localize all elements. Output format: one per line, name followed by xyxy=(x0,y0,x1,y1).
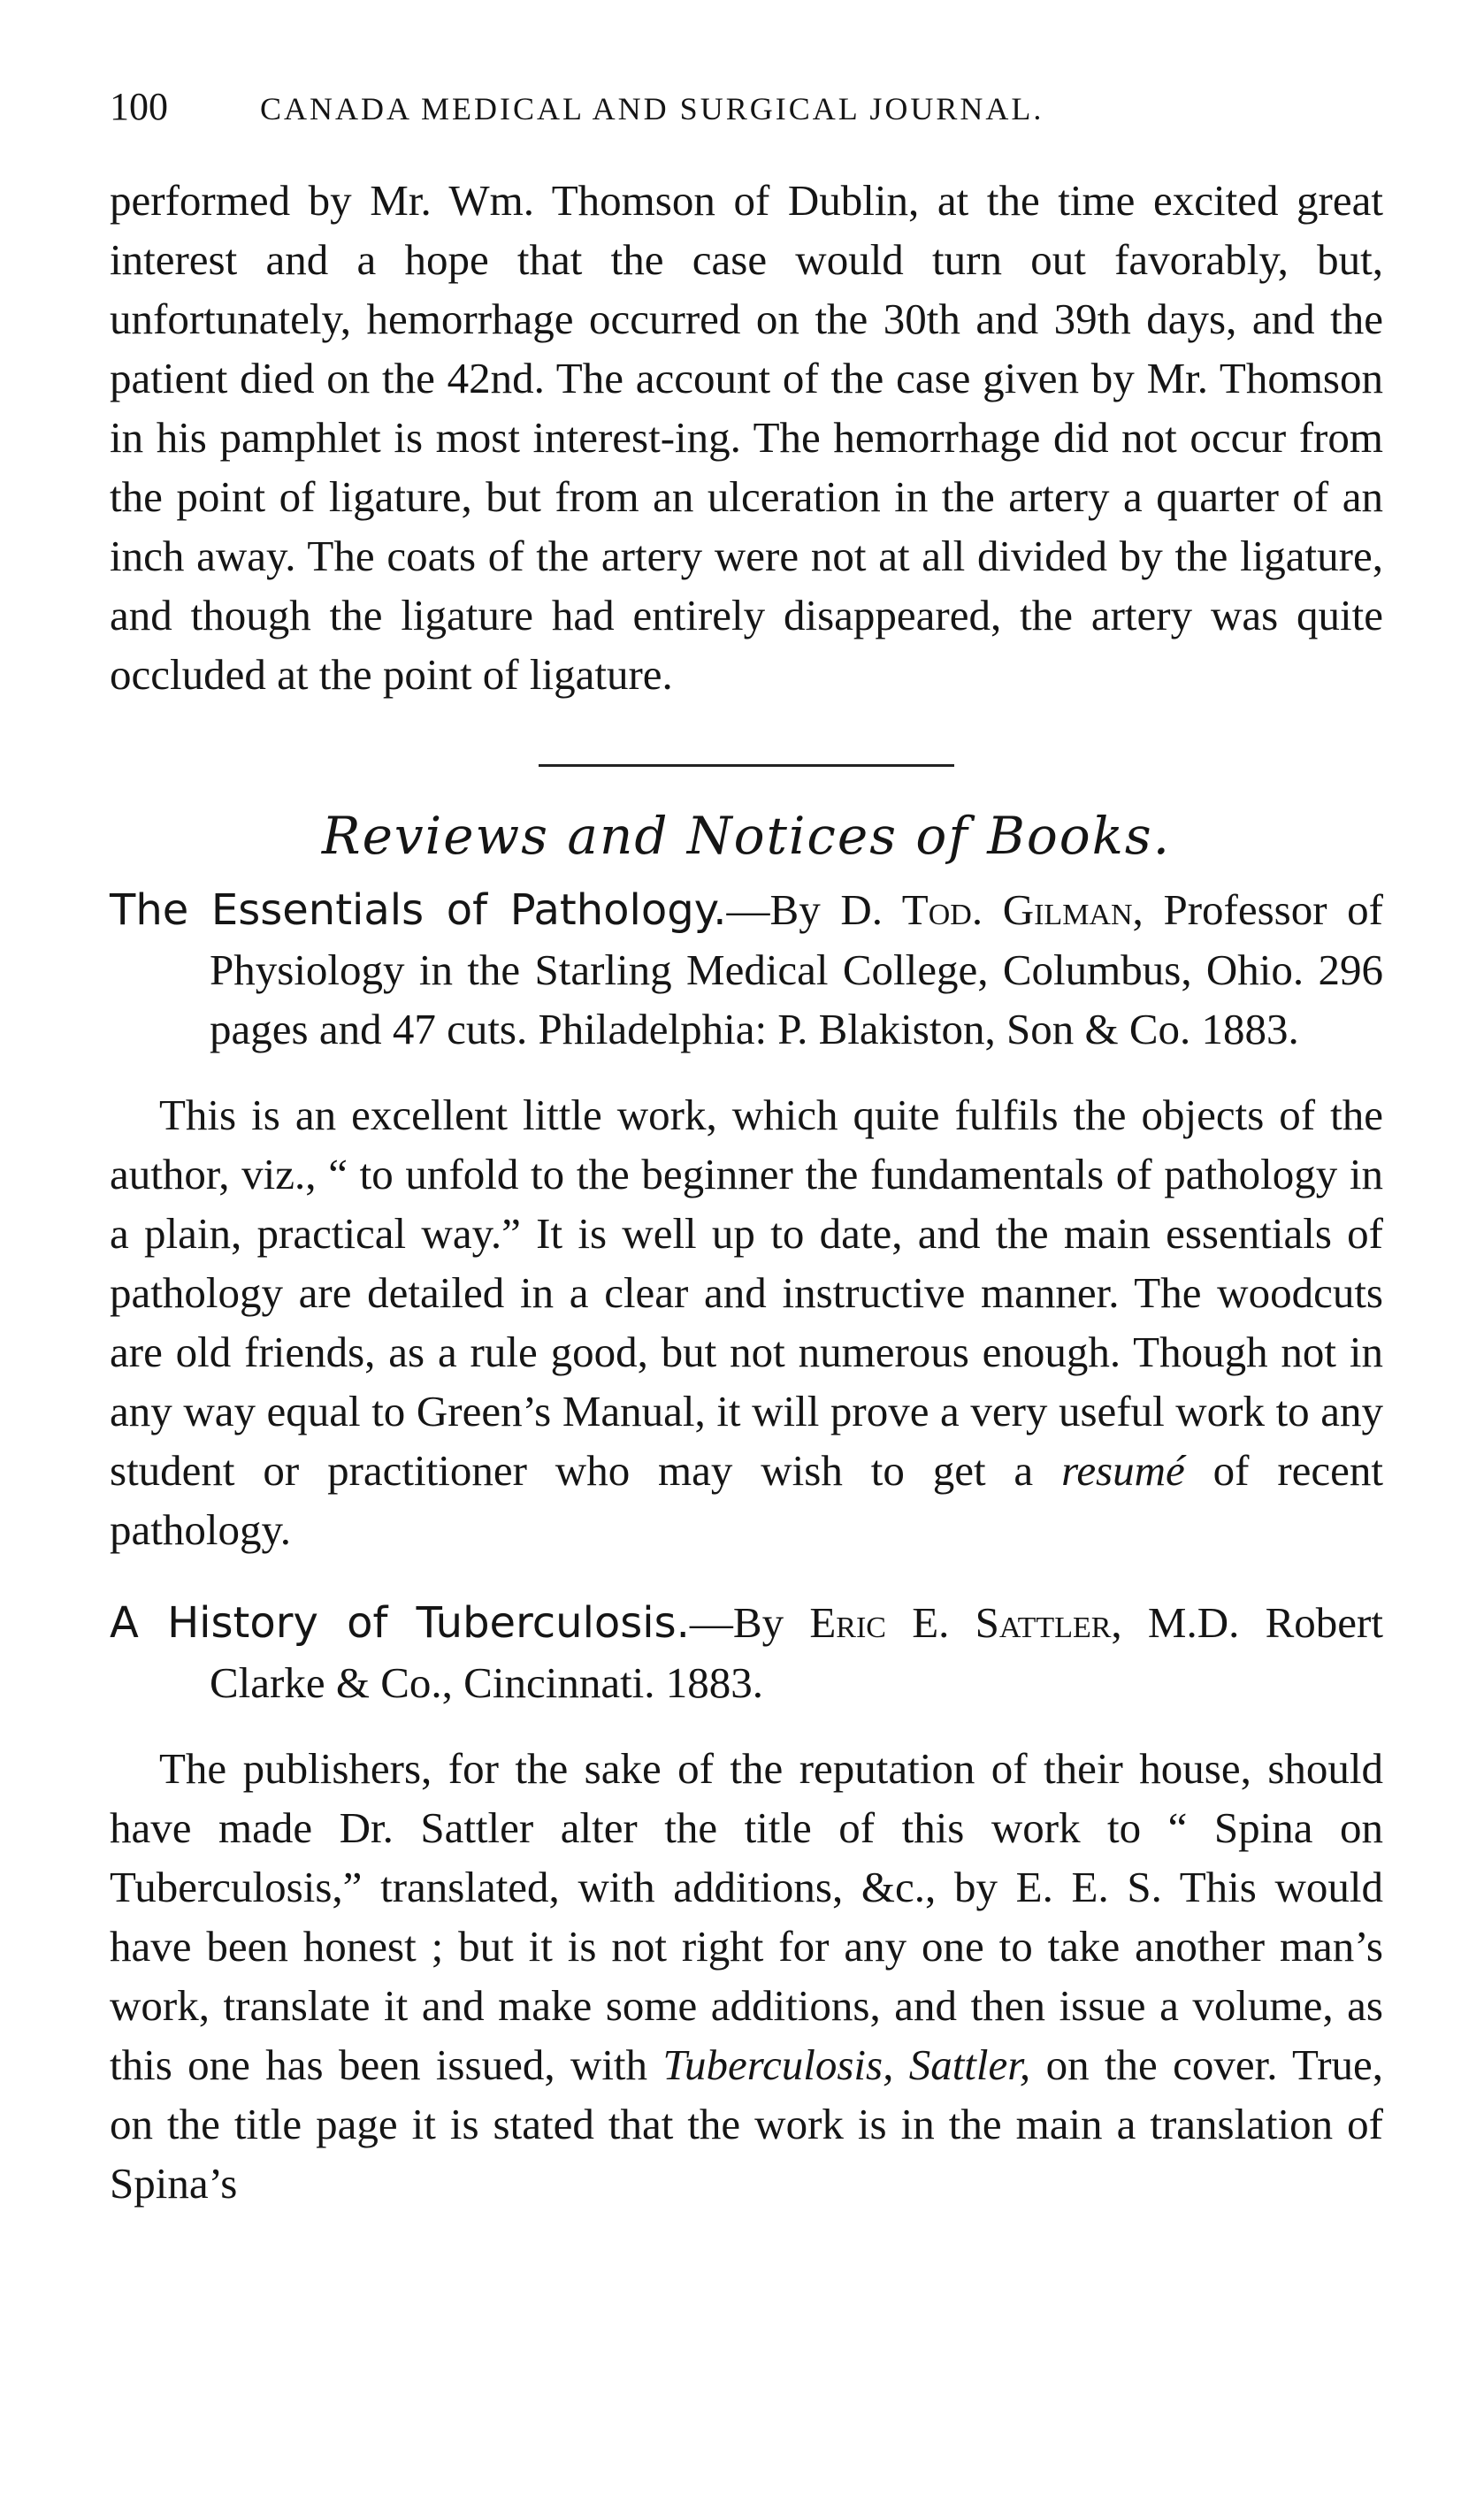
review-title: A History of Tuberculosis. xyxy=(110,1598,690,1648)
journal-page xyxy=(110,84,1383,2213)
review-heading xyxy=(110,880,1383,1059)
section-divider xyxy=(539,764,954,767)
review-body-italic: resumé xyxy=(1061,1446,1185,1495)
page-number: 100 xyxy=(110,85,168,128)
review-heading xyxy=(110,1593,1383,1712)
continued-paragraph: performed by Mr. Wm. Thomson of Dublin, at the time excited great interest and a hope that the case would turn out favorably, but, unfortunately, hemorrhage occurred on the 30th and 39th days, and the patient died on the 42nd. The account of the case given by Mr. Thomson in his pamphlet is most interest-ing. The hemorrhage did not occur from the point of ligature, but from an ulceration in the artery a quarter of an inch away. The coats of the artery were not at all divided by the ligature, and though the ligature had entirely disappeared, the artery was quite occluded at the point of ligature. xyxy=(110,176,1383,699)
review-author: D. Tod. Gilman, xyxy=(840,885,1144,934)
journal-title: CANADA MEDICAL AND SURGICAL JOURNAL. xyxy=(260,91,1044,126)
review-body-text: This is an excellent little work, which quite fulfils the objects of the author, viz., “ to unfold to the beginner the fundamentals of pathology in a plain, practical way.” It is well up to date, and the main essentials of pathology are detailed in a clear and instructive manner. The woodcuts are old friends, as a rule good, but not numerous enough. Though not in any way equal to Green’s Manual, it will prove a very useful work to any student or practitioner who may wish to get a xyxy=(110,1091,1383,1495)
review-author: Eric E. Sattler, M.D. xyxy=(809,1598,1240,1647)
running-header xyxy=(110,84,1383,137)
review-title: The Essentials of Pathology. xyxy=(110,885,727,935)
review-body-text: The publishers, for the sake of the reputation of their house, should have made Dr. Sattler alter the title of this work to “ Spina on Tuberculosis,” translated, with additions, &c., by E. E. S. This would have been honest ; but it is not right for any one to take another man’s work, translate it and make some additions, and then issue a volume, as this one has been issued, with xyxy=(110,1744,1383,2089)
review-body xyxy=(110,1085,1383,1559)
review-publication-details: Robert Clarke & Co., Cincinnati. 1883. xyxy=(210,1598,1383,1707)
review-body-text-end: of recent pathology. xyxy=(110,1446,1384,1554)
review-body-italic: Tuberculosis, Sattler, xyxy=(662,2040,1031,2089)
section-heading: Reviews and Notices of Books. xyxy=(321,806,1172,866)
review-publication-details: Professor of Physiology in the Starling Medical College, Columbus, Ohio. 296 pages and 47 cuts. Philadelphia: P. Blakiston, Son & Co. 1883. xyxy=(210,885,1383,1053)
review-body xyxy=(110,1739,1383,2213)
review-by: —By xyxy=(726,885,821,934)
review-body-text-end: on the cover. True, on the title page it is stated that the work is in the main a translation of Spina’s xyxy=(110,2040,1384,2208)
review-by: —By xyxy=(689,1598,784,1647)
